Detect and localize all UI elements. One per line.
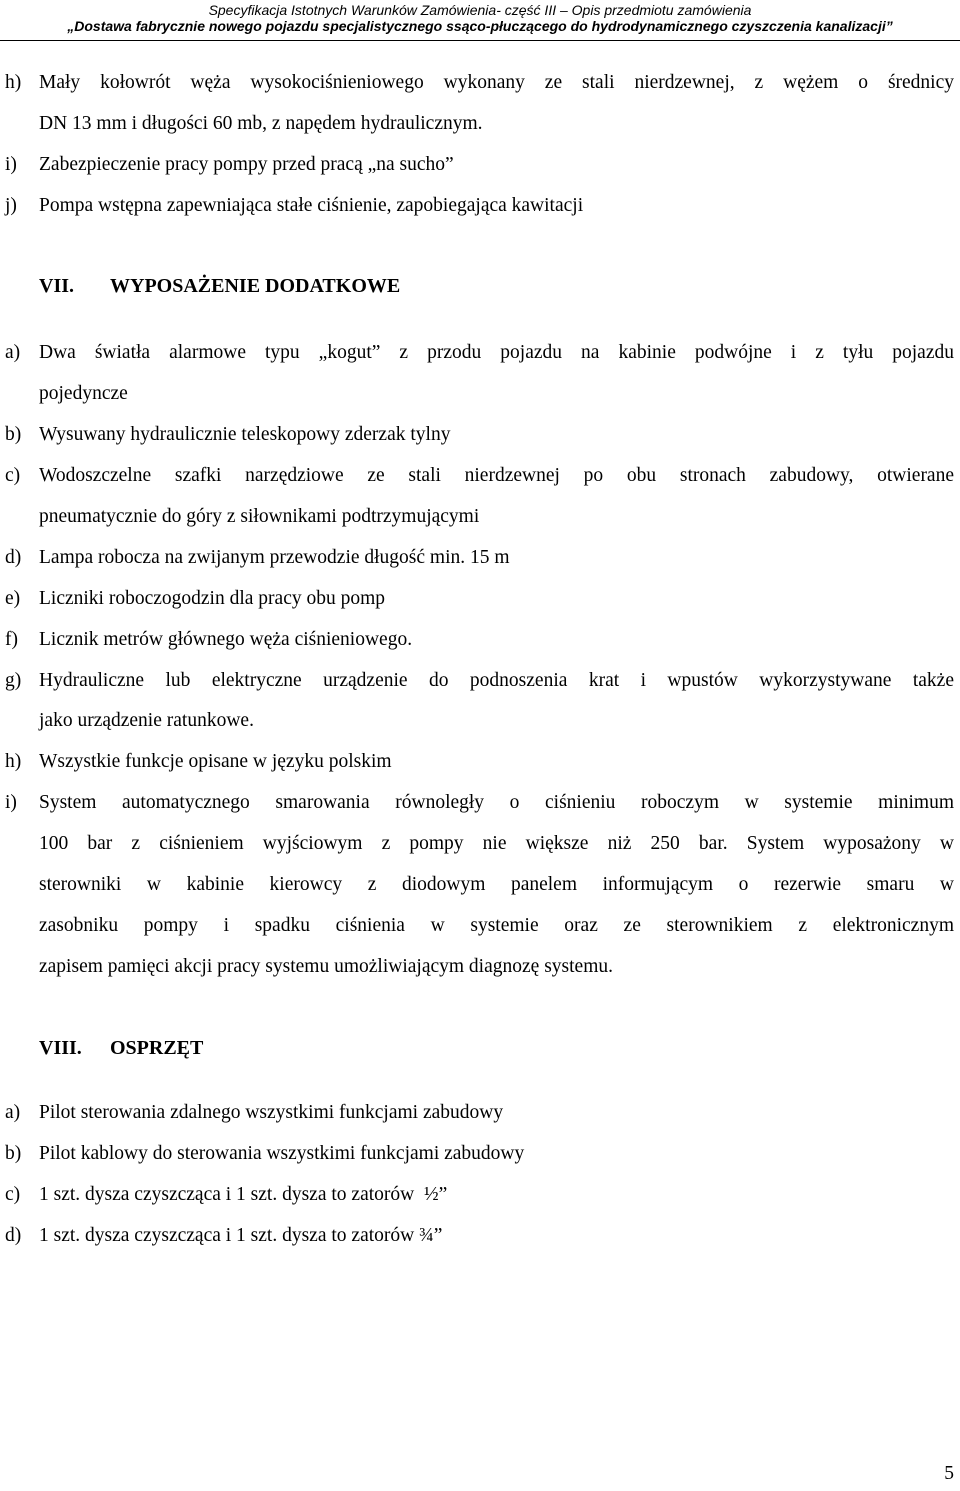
header-subtitle: „Dostawa fabrycznie nowego pojazdu specjalistycznego ssąco-płuczącego do hydrodynamicznego czyszczenia kanalizacji” (67, 18, 893, 34)
list-item-text: zasobniku pompy i spadku ciśnienia w systemie oraz ze sterownikiem z elektronicznym (39, 915, 954, 936)
list-marker: d) (5, 1225, 22, 1246)
header-divider (0, 40, 960, 41)
list-item-text: Wodoszczelne szafki narzędziowe ze stali nierdzewnej po obu stronach zabudowy, otwierane (39, 465, 954, 486)
page-number: 5 (944, 1463, 954, 1484)
list-item-text: DN 13 mm i długości 60 mb, z napędem hydraulicznym. (39, 113, 483, 134)
list-item-text: Mały kołowrót węża wysokociśnieniowego wykonany ze stali nierdzewnej, z wężem o średnicy (39, 72, 954, 93)
list-marker: j) (5, 195, 17, 216)
list-item-text: pojedyncze (39, 383, 128, 404)
list-item-text: 1 szt. dysza czyszcząca i 1 szt. dysza to zatorów ¾” (39, 1225, 443, 1246)
section-title: WYPOSAŻENIE DODATKOWE (110, 275, 401, 297)
list-item-text: Pompa wstępna zapewniająca stałe ciśnienie, zapobiegająca kawitacji (39, 195, 584, 216)
list-marker: e) (5, 588, 21, 609)
list-marker: i) (5, 792, 17, 813)
list-item-text: pneumatycznie do góry z siłownikami podtrzymującymi (39, 506, 480, 527)
list-marker: c) (5, 1184, 21, 1205)
list-item-text: Pilot kablowy do sterowania wszystkimi funkcjami zabudowy (39, 1143, 525, 1164)
list-marker: g) (5, 670, 22, 691)
page-header (0, 0, 960, 42)
list-item-text: Liczniki roboczogodzin dla pracy obu pomp (39, 588, 386, 609)
section-number: VIII. (39, 1037, 82, 1059)
list-item-text: sterowniki w kabinie kierowcy z diodowym panelem informującym o rezerwie smaru w (39, 874, 954, 895)
section-title: OSPRZĘT (110, 1037, 204, 1059)
list-marker: f) (5, 629, 18, 650)
list-marker: a) (5, 1102, 21, 1123)
list-item-text: zapisem pamięci akcji pracy systemu umożliwiającym diagnozę systemu. (39, 956, 613, 977)
list-item-text: Wysuwany hydraulicznie teleskopowy zderzak tylny (39, 424, 451, 445)
list-item-text: Dwa światła alarmowe typu „kogut” z przodu pojazdu na kabinie podwójne i z tyłu pojazdu (39, 342, 954, 363)
list-item-text: jako urządzenie ratunkowe. (39, 710, 254, 731)
list-item-text: Wszystkie funkcje opisane w języku polskim (39, 751, 392, 772)
list-marker: i) (5, 154, 17, 175)
list-marker: h) (5, 72, 22, 93)
list-marker: h) (5, 751, 22, 772)
list-item-text: Hydrauliczne lub elektryczne urządzenie do podnoszenia krat i wpustów wykorzystywane także (39, 670, 954, 691)
list-item-text: Pilot sterowania zdalnego wszystkimi funkcjami zabudowy (39, 1102, 504, 1123)
section-number: VII. (39, 275, 75, 297)
list-item-text: 100 bar z ciśnieniem wyjściowym z pompy nie większe niż 250 bar. System wyposażony w (39, 833, 954, 854)
list-marker: b) (5, 1143, 22, 1164)
header-title: Specyfikacja Istotnych Warunków Zamówienia- część III – Opis przedmiotu zamówienia (208, 2, 752, 18)
list-item-text: Licznik metrów głównego węża ciśnieniowego. (39, 629, 413, 650)
list-item-text: System automatycznego smarowania równoległy o ciśnieniu roboczym w systemie minimum (39, 792, 954, 813)
list-item-text: Lampa robocza na zwijanym przewodzie długość min. 15 m (39, 547, 510, 568)
list-marker: b) (5, 424, 22, 445)
list-item-text: Zabezpieczenie pracy pompy przed pracą „na sucho” (39, 154, 454, 175)
list-marker: d) (5, 547, 22, 568)
list-marker: a) (5, 342, 21, 363)
list-item-text: 1 szt. dysza czyszcząca i 1 szt. dysza to zatorów ½” (39, 1184, 448, 1205)
list-marker: c) (5, 465, 21, 486)
